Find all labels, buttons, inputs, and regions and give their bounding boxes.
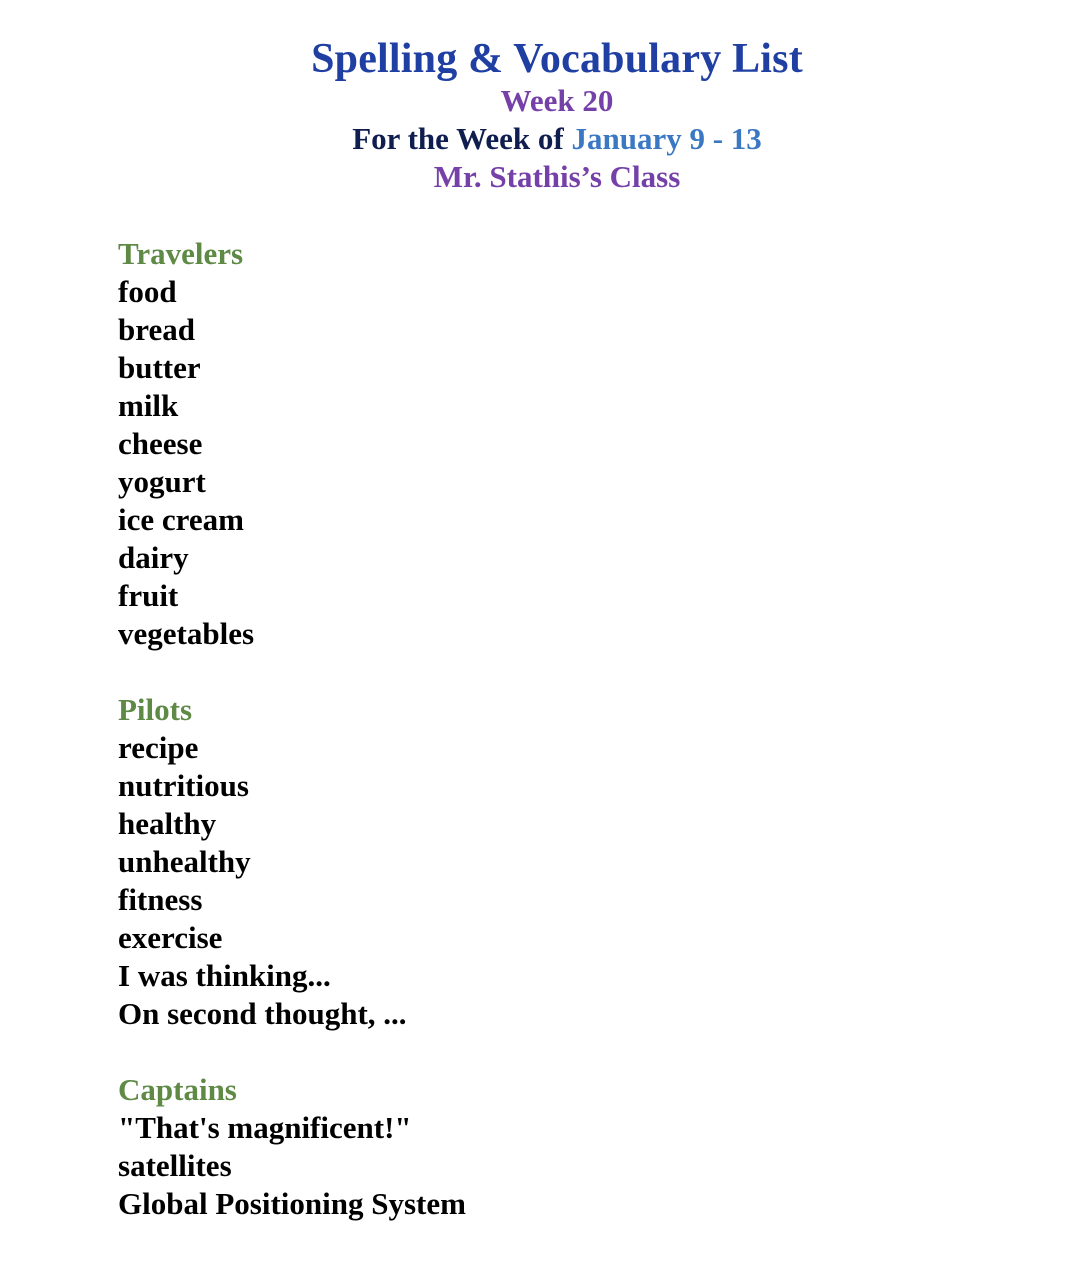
week-dates: January 9 - 13 xyxy=(571,121,762,156)
document-header xyxy=(0,34,1086,196)
group-heading: Travelers xyxy=(118,236,244,271)
group-captains xyxy=(118,1071,466,1223)
word-item: Global Positioning System xyxy=(118,1186,466,1221)
word-item: yogurt xyxy=(118,464,206,499)
word-item: I was thinking... xyxy=(118,958,331,993)
word-item: unhealthy xyxy=(118,844,251,879)
week-label: Week 20 xyxy=(500,83,614,118)
word-item: healthy xyxy=(118,806,217,841)
word-item: "That's magnificent!" xyxy=(118,1110,412,1145)
word-item: exercise xyxy=(118,920,223,955)
word-item: cheese xyxy=(118,426,203,461)
word-item: ice cream xyxy=(118,502,244,537)
word-item: dairy xyxy=(118,540,189,575)
word-item: butter xyxy=(118,350,201,385)
week-of-line xyxy=(0,120,1086,158)
word-item: fruit xyxy=(118,578,179,613)
group-travelers xyxy=(118,235,466,653)
group-heading: Captains xyxy=(118,1072,237,1107)
group-heading: Pilots xyxy=(118,692,193,727)
word-item: food xyxy=(118,274,177,309)
word-item: milk xyxy=(118,388,179,423)
word-item: satellites xyxy=(118,1148,232,1183)
word-item: nutritious xyxy=(118,768,249,803)
group-pilots xyxy=(118,691,466,1033)
word-item: vegetables xyxy=(118,616,255,651)
class-name: Mr. Stathis’s Class xyxy=(433,159,681,194)
word-item: bread xyxy=(118,312,195,347)
word-lists xyxy=(118,235,466,1261)
word-item: On second thought, ... xyxy=(118,996,407,1031)
word-item: recipe xyxy=(118,730,199,765)
word-item: fitness xyxy=(118,882,203,917)
page-title: Spelling & Vocabulary List xyxy=(311,36,803,82)
week-of-prefix: For the Week of xyxy=(352,121,564,156)
